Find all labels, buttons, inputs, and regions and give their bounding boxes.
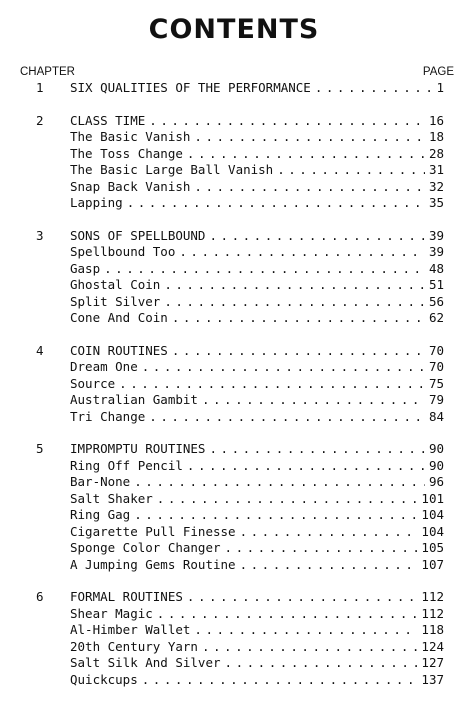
section-entry <box>0 655 468 672</box>
section-entry <box>0 179 468 196</box>
section-title: Shear Magic <box>70 605 153 621</box>
page-number: 90 <box>428 441 444 456</box>
section-entry <box>0 129 468 146</box>
section-entry <box>0 359 468 376</box>
dot-leader <box>209 228 424 245</box>
page-number: 107 <box>421 556 444 572</box>
page-number: 105 <box>421 540 444 555</box>
section-title: Salt Shaker <box>70 490 153 506</box>
chapter-number: 5 <box>36 441 44 456</box>
page-number: 39 <box>428 244 444 259</box>
table-of-contents <box>0 80 468 704</box>
section-title: 20th Century Yarn <box>70 638 198 654</box>
dot-leader <box>194 129 425 146</box>
dot-leader <box>202 639 417 656</box>
dot-leader <box>127 195 425 212</box>
chapter-entry <box>0 113 468 130</box>
dot-leader <box>194 622 417 639</box>
dot-leader <box>157 606 418 623</box>
section-entry <box>0 507 468 524</box>
page-column-header: PAGE <box>422 66 454 78</box>
page-number: 16 <box>428 112 444 128</box>
section-entry <box>0 491 468 508</box>
dot-leader <box>142 672 418 689</box>
section-entry <box>0 606 468 623</box>
chapter-number: 2 <box>36 112 44 128</box>
page-number: 112 <box>421 589 444 604</box>
dot-leader <box>104 261 425 278</box>
section-entry <box>0 639 468 656</box>
page-number: 39 <box>428 227 444 243</box>
dot-leader <box>149 409 425 426</box>
chapter-entry <box>0 343 468 360</box>
page-number: 1 <box>436 80 444 95</box>
section-entry <box>0 294 468 311</box>
section-title: Sponge Color Changer <box>70 540 221 555</box>
section-title: The Basic Large Ball Vanish <box>70 162 274 177</box>
page-number: 31 <box>428 162 444 177</box>
section-entry <box>0 244 468 261</box>
section-entry <box>0 195 468 212</box>
section-title: Dream One <box>70 359 138 374</box>
page-number: 101 <box>421 490 444 506</box>
chapter-block <box>0 343 468 426</box>
dot-leader <box>172 343 425 360</box>
section-title: Cone And Coin <box>70 310 168 325</box>
section-title: Ring Off Pencil <box>70 457 183 473</box>
page-number: 51 <box>428 277 444 292</box>
section-entry <box>0 310 468 327</box>
section-title: Ghostal Coin <box>70 277 161 292</box>
chapter-title: IMPROMPTU ROUTINES <box>70 441 206 456</box>
page-title: CONTENTS <box>148 14 320 45</box>
section-title: The Basic Vanish <box>70 129 191 144</box>
section-title: Source <box>70 375 116 391</box>
chapter-block <box>0 441 468 573</box>
page-number: 35 <box>428 195 444 210</box>
section-entry <box>0 392 468 409</box>
section-entry <box>0 146 468 163</box>
dot-leader <box>134 474 425 491</box>
chapter-entry <box>0 80 468 97</box>
dot-leader <box>277 162 425 179</box>
chapter-title: FORMAL ROUTINES <box>70 589 183 604</box>
page-number: 48 <box>428 260 444 276</box>
section-title: Bar-None <box>70 474 131 489</box>
dot-leader <box>194 179 425 196</box>
section-title: Ring Gag <box>70 507 131 522</box>
dot-leader <box>209 441 424 458</box>
page-number: 118 <box>421 622 444 637</box>
section-entry <box>0 277 468 294</box>
section-entry <box>0 622 468 639</box>
dot-leader <box>179 244 425 261</box>
dot-leader <box>164 294 425 311</box>
section-title: Al-Himber Wallet <box>70 622 191 637</box>
dot-leader <box>187 589 418 606</box>
section-entry <box>0 540 468 557</box>
chapter-block <box>0 228 468 327</box>
dot-leader <box>187 146 425 163</box>
dot-leader <box>134 507 417 524</box>
section-title: The Toss Change <box>70 145 183 161</box>
section-entry <box>0 162 468 179</box>
dot-leader <box>119 376 425 393</box>
dot-leader <box>157 491 418 508</box>
page-number: 137 <box>421 671 444 687</box>
page-number: 124 <box>421 638 444 654</box>
dot-leader <box>187 458 425 475</box>
section-entry <box>0 557 468 574</box>
section-title: Tri Change <box>70 408 146 424</box>
chapter-number: 3 <box>36 227 44 243</box>
chapter-entry <box>0 228 468 245</box>
page-number: 79 <box>428 392 444 407</box>
page-number: 56 <box>428 293 444 309</box>
dot-leader <box>149 113 425 130</box>
section-title: Salt Silk And Silver <box>70 655 221 670</box>
dot-leader <box>164 277 425 294</box>
section-title: Cigarette Pull Finesse <box>70 523 236 539</box>
page-number: 62 <box>428 310 444 325</box>
page-number: 104 <box>421 523 444 539</box>
section-entry <box>0 672 468 689</box>
page-number: 84 <box>428 408 444 424</box>
page-number: 70 <box>428 359 444 374</box>
section-title: Quickcups <box>70 671 138 687</box>
dot-leader <box>202 392 425 409</box>
page-number: 75 <box>428 375 444 391</box>
section-title: Gasp <box>70 260 101 276</box>
section-entry <box>0 261 468 278</box>
chapter-entry <box>0 441 468 458</box>
section-title: A Jumping Gems Routine <box>70 556 236 572</box>
dot-leader <box>225 540 418 557</box>
page-number: 70 <box>428 342 444 358</box>
section-title: Australian Gambit <box>70 392 198 407</box>
chapter-block <box>0 113 468 212</box>
dot-leader <box>315 80 433 97</box>
section-title: Spellbound Too <box>70 244 176 259</box>
section-title: Lapping <box>70 195 123 210</box>
dot-leader <box>240 524 418 541</box>
chapter-column-header: CHAPTER <box>20 66 75 78</box>
dot-leader <box>172 310 425 327</box>
chapter-title: CLASS TIME <box>70 112 146 128</box>
chapter-block <box>0 80 468 97</box>
section-entry <box>0 474 468 491</box>
chapter-number: 1 <box>36 80 44 95</box>
section-entry <box>0 458 468 475</box>
page-number: 32 <box>428 178 444 194</box>
chapter-title: SIX QUALITIES OF THE PERFORMANCE <box>70 80 311 95</box>
dot-leader <box>225 655 418 672</box>
chapter-number: 6 <box>36 589 44 604</box>
chapter-number: 4 <box>36 342 44 358</box>
page-number: 112 <box>421 605 444 621</box>
section-entry <box>0 376 468 393</box>
section-title: Snap Back Vanish <box>70 178 191 194</box>
page-number: 96 <box>428 474 444 489</box>
chapter-entry <box>0 589 468 606</box>
section-entry <box>0 409 468 426</box>
page-number: 104 <box>421 507 444 522</box>
chapter-block <box>0 589 468 688</box>
dot-leader <box>142 359 425 376</box>
page-number: 127 <box>421 655 444 670</box>
chapter-title: SONS OF SPELLBOUND <box>70 227 206 243</box>
section-title: Split Silver <box>70 293 161 309</box>
page-number: 18 <box>428 129 444 144</box>
dot-leader <box>240 557 418 574</box>
section-entry <box>0 524 468 541</box>
page-number: 90 <box>428 457 444 473</box>
page-number: 28 <box>428 145 444 161</box>
chapter-title: COIN ROUTINES <box>70 342 168 358</box>
